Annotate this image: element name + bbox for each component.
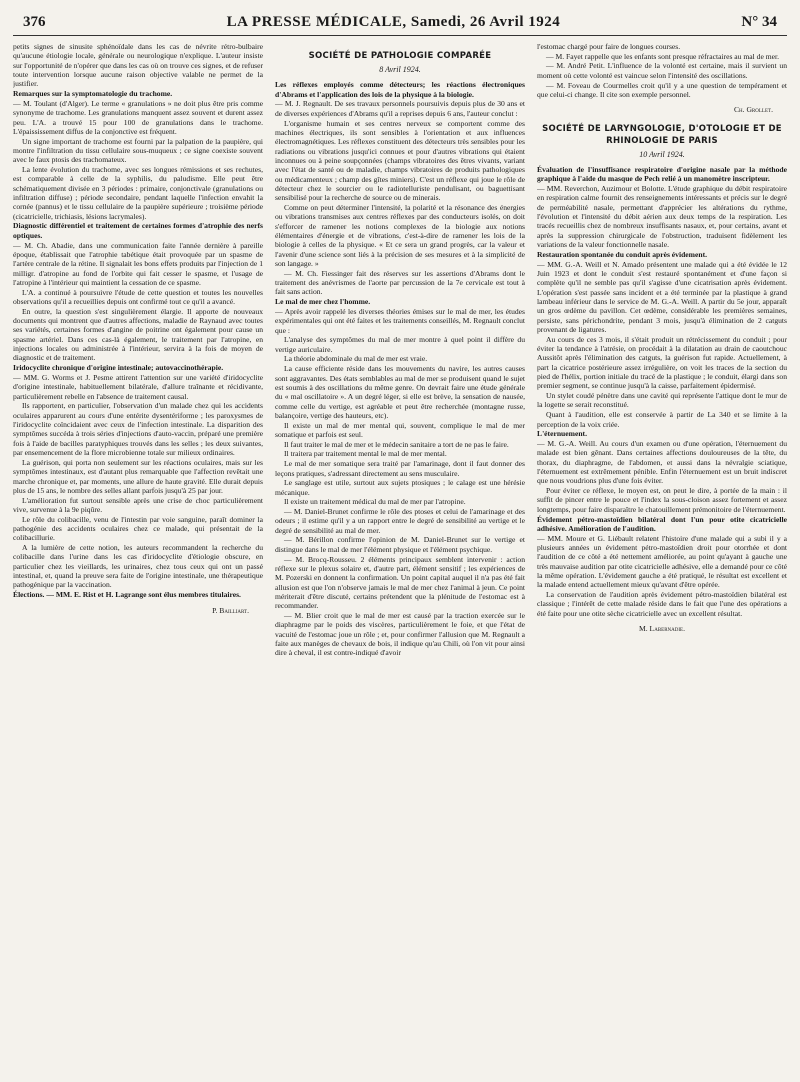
elections-note: Élections. — MM. E. Rist et H. Lagrange sont élus membres titulaires. <box>13 590 241 600</box>
paragraph: La théorie abdominale du mal de mer est vraie. <box>284 354 428 364</box>
paragraph: La cause efficiente réside dans les mouvements du navire, les autres causes sont aggravantes. Des états semblables au mal de mer se produisent quand le sujet est soumis à des oscillations du même genre. On devrait faire une étude générale du « mal oscillatoire ». A un degré léger, si elle est brève, la sensation de nausée, comme celle du vertige, est agréable et peut être recherchée (montagne russe, balançoire, vertige des hauteurs, etc). <box>275 364 525 420</box>
section-date: 8 Avril 1924. <box>379 65 421 74</box>
paragraph: La lente évolution du trachome, avec ses longues rémissions et ses rechutes, est comparable à celle de la syphilis, du paludisme. Elle peut être schématiquement divisée en 3 périodes : primaire, conjonctivale (granulations ou infiltration diffuse) ; période secondaire, pendant laquelle l'infection envahit la cornée (pannus) et le tissu cellulaire de la paupière supérieure ; troisième période (cicatricielle, trichiasis, lésions lacrymales). <box>13 165 263 221</box>
paragraph: — M. Brocq-Rousseu. 2 éléments principaux semblent intervenir : action réflexe sur le plexus solaire et, d'autre part, élément sensitif ; les expériences de M. Pozerski en donnent la confirmation. Un point capital auquel il n'a pas été fait allusion est que l'on n'observe jamais le mal de mer chez l'animal à jeun. Ce point mériterait d'être discuté, certains prétendent que la plénitude de l'estomac est à recommander. <box>275 554 525 611</box>
paragraph: L'organisme humain et ses centres nerveux se comportent comme des machines électriques, ils sont sensibles à l'orientation et aux influences électromagnétiques. Les réflexes constituent des détecteurs très sensibles pour les radiations ou vibrations jusqu'ici connues et pour d'autres vibrations qui étaient inconnues ou à peine soupçonnées (champs vibratoires des êtres vivants, variant avec l'état de santé ou de maladie, champs vibratoires de produits pathologiques ou médicamenteux ; champ des gîtes miniers). C'est un réflexe qui joue le rôle de détecteur chez le sourcier ou le radiotelluriste pendulisant, ou baguettisant sensibilisé pour la recherche de source ou de minerais. <box>275 118 525 203</box>
article-title: Iridocyclite chronique d'origine intestinale; autovaccinothérapie. <box>13 363 224 373</box>
paragraph: Il existe un traitement médical du mal de mer par l'atropine. <box>284 497 466 507</box>
paragraph: — M. J. Regnault. De ses travaux personnels poursuivis depuis plus de 30 ans et de diverses expériences d'Abrams qu'il a reprises depuis 6 ans, l'auteur conclut : <box>275 99 525 118</box>
paragraph: L'analyse des symptômes du mal de mer montre à quel point il diffère du vertige auriculaire. <box>275 335 525 354</box>
paragraph: — M. Toulant (d'Alger). Le terme « granulations » ne doit plus être pris comme synonyme de trachome. Les granulations manquent assez souvent et durent assez peu. L'A. a trouvé 15 pour 100 de granulations dans le trachome. L'épaississement diffus de la conjonctive est fréquent. <box>13 98 263 136</box>
paragraph: Un stylet coudé pénètre dans une cavité qui représente l'attique dont le mur de la logette se serait reconstitué. <box>537 391 787 410</box>
paragraph: Un signe important de trachome est fourni par la palpation de la paupière, qui montre l'infiltration du tissu cellulaire sous-muqueux ; ce signe coexiste souvent avec le faux ptosis des trachomateux. <box>13 136 263 165</box>
paragraph: — MM. G. Worms et J. Pesme attirent l'attention sur une variété d'iridocyclite d'origine intestinale, habituellement bilatérale, d'allure traînante et récidivante, particulièrement rebelle en l'absence de traitement causal. <box>13 372 263 401</box>
paragraph: La conservation de l'audition après évidement pétro-mastoïdien bilatéral est classique ; l'intérêt de cette malade réside dans le fait que l'une des opérations a été faite pour une otite sèche cicatricielle avec un excellent résultat. <box>537 590 787 618</box>
paragraph: Ils rapportent, en particulier, l'observation d'un malade chez qui les accidents oculaires apparurent au cours d'une entérite dysentériforme ; les paroxysmes de l'iridocyclite coïncidaient avec ceux de l'infection intestinale. La disparition des symptômes succéda à trois séries d'injections d'auto-vaccin, préparé une première fois à l'aide de bacilles paratyphiques trouvés dans les selles ; les deux suivantes, par ensemencement de la flore microbienne totale sur milieux ordinaires. <box>13 401 263 458</box>
paragraph: — M. Fayet rappelle que les enfants sont presque réfractaires au mal de mer. <box>546 51 779 61</box>
article-title: Évaluation de l'insuffisance respiratoire d'origine nasale par la méthode graphique à l'aide du masque de Pech relié à un manomètre inscripteur. <box>537 164 787 184</box>
paragraph: Le mal de mer somatique sera traité par l'amarinage, dont il faut donner des leçons pratiques, s'adressant directement au sens musculaire. <box>275 459 525 478</box>
paragraph: — M. G.-A. Weill. Au cours d'un examen ou d'une opération, l'éternuement du malade est bien gênant. Dans certaines affections douloureuses de la tête, du thorax, du diaphragme, de l'abdomen, et aussi dans la névralgie sciatique, l'éternuement est extrêmement pénible. Enfin l'éternuement est un bruit indiscret que nous voudrions plus d'une fois éviter. <box>537 439 787 486</box>
paragraph: Il traitera par traitement mental le mal de mer mental. <box>284 449 447 459</box>
section-date: 10 Avril 1924. <box>639 149 685 159</box>
paragraph: — M. Bérillon confirme l'opinion de M. Daniel-Brunet sur le vertige et distingue dans le mal de mer l'élément physique et l'élément psychique. <box>275 535 525 554</box>
paragraph: petits signes de sinusite sphénoïdale dans les cas de névrite rétro-bulbaire qu'aucune étiologie locale, générale ou neurologique n'explique. L'auteur insiste sur l'opportunité de n'opérer que dans les cas où on trouve ces signes, et de refuser toute intervention lorsque aucune raison objective valable ne permet de la justifier. <box>13 42 263 89</box>
paragraph: A la lumière de cette notion, les auteurs recommandent la recherche du colibacille dans l'urine dans les cas d'iridocyclite d'étiologie obscure, en particulier chez les vieillards, les urinaires, chez tous ceux qui ont un passé intestinal, et, quand la preuve sera faite de l'origine intestinale, une thérapeutique pathogénique par la vaccination. <box>13 543 263 590</box>
page-header <box>13 14 787 36</box>
paragraph: — M. Blier croit que le mal de mer est causé par la traction exercée sur le diaphragme par le poids des viscères, particulièrement le foie, et que l'état de vacuité de l'estomac joue un rôle ; et, pour confirmer l'allusion que M. Regnault a faite aux manèges de chevaux de bois, il indique qu'au Chili, où l'on vit pour ainsi dire à cheval, il est contre-indiqué d'avoir <box>275 611 525 658</box>
paragraph: Quant à l'audition, elle est conservée à partir de La 340 et se limite à la perception de la voix criée. <box>537 410 787 429</box>
paragraph: Pour éviter ce réflexe, le moyen est, on peut le dire, à portée de la main : il suffit de pincer entre le pouce et l'index la sous-cloison assez fortement et assez longtemps, pour faire disparaître le chatouillement prémonitoire de l'éternuement. <box>537 486 787 514</box>
page-number: 376 <box>23 14 46 30</box>
paragraph: Le rôle du colibacille, venu de l'intestin par voie sanguine, paraît dominer la pathogénie des accidents oculaires chez ce malade, qui présentait de la colibacillurie. <box>13 514 263 543</box>
article-title: Remarques sur la symptomatologie du trachome. <box>13 89 173 99</box>
paragraph: — MM. Reverchon, Auzimour et Bolotte. L'étude graphique du débit respiratoire en respiration calme fournit des renseignements intéressants et précis sur le degré de perméabilité nasale, permettant d'apprécier les altérations du rythme, l'évolution et l'intensité du débit aérien aux deux temps de la respiration. Les tracés recueillis chez de nombreux insuffisants nasaux, et, pour certains, avant et après la suppression chirurgicale de l'obstruction, traduisent fidèlement les variations de la valeur fonctionnelle nasale. <box>537 184 787 250</box>
author-signature: P. Bailliart. <box>212 605 249 615</box>
paragraph: l'estomac chargé pour faire de longues courses. <box>537 42 681 51</box>
paragraph: — M. Daniel-Brunet confirme le rôle des ptoses et celui de l'amarinage et des odeurs ; il estime qu'il y a un rapport entre le degré de sensibilité au vertige et le degré de sensibilité au mal de mer. <box>275 507 525 535</box>
paragraph: — MM. Moure et G. Liébault relatent l'histoire d'une malade qui a subi il y a plusieurs années un évidement pétro-mastoïdien droit pour otorrhée et dont l'audition de ce côté a été nettement améliorée, au point qu'ayant à gauche une très mauvaise audition par otite cicatricielle adhésive, elle a demandé pour ce côté la même opération. L'évidement gauche a été pratiqué, le résultat est excellent et la malade entend actuellement mieux qu'avant d'être opérée. <box>537 533 787 590</box>
article-title: Restauration spontanée du conduit après évidement. <box>537 249 708 259</box>
column-3 <box>537 42 787 1077</box>
section-heading: SOCIÉTÉ DE PATHOLOGIE COMPARÉE <box>308 51 492 61</box>
paragraph: — M. Ch. Fiessinger fait des réserves sur les assertions d'Abrams dont le traitement des anévrismes de l'aorte par percussion de la 7e cervicale est tout à fait sans action. <box>275 268 525 297</box>
paragraph: L'amélioration fut surtout sensible après une crise de choc particulièrement vive, survenue à la 9e piqûre. <box>13 495 263 514</box>
author-signature: M. Labernadie. <box>639 624 685 634</box>
paragraph: L'A. a continué à poursuivre l'étude de cette question et toutes les nouvelles observations qu'il a recueillies depuis ont confirmé tout ce qu'il a avancé. <box>13 287 263 307</box>
article-title: L'éternuement. <box>537 429 587 439</box>
journal-title: LA PRESSE MÉDICALE, Samedi, 26 Avril 1924 <box>226 14 561 30</box>
paragraph: — M. Foveau de Courmelles croit qu'il y a une question de tempérament et que celui-ci change. Il cite son exemple personnel. <box>537 80 787 99</box>
paragraph: — M. Ch. Abadie, dans une communication faite l'année dernière à pareille époque, établissait que l'atrophie tabétique était provoquée par un spasme de l'artère centrale de la rétine. Il signalait les bons effets produits par l'injection de 1 milligr. d'atropine au fond de l'orbite qui fait cesser le spasme, et l'usage de l'atropine à l'intérieur qui maintient la cessation de ce spasme. <box>13 240 263 287</box>
section-heading: SOCIÉTÉ DE LARYNGOLOGIE, D'OTOLOGIE ET DE RHINOLOGIE DE PARIS <box>542 123 782 146</box>
paragraph: La guérison, qui porta non seulement sur les réactions oculaires, mais sur les symptômes intestinaux, est d'autant plus remarquable que l'affection revêtait une marche chronique et, par moments, une allure de haute gravité. Elle durait depuis plus de 15 ans, le nombre des selles allant parfois jusqu'à 25 par jour. <box>13 457 263 495</box>
column-1 <box>13 42 263 1077</box>
author-signature: Ch. Grollet. <box>733 105 773 115</box>
paragraph: — MM. G.-A. Weill et N. Amado présentent une malade qui a été évidée le 12 Juin 1923 et dont le conduit s'est restauré spontanément et d'une façon si complète qu'il ne semble pas qu'il s'agisse d'une cicatrisation après évidement. L'opération s'est passée sans incident et a été terminée par la plastique à grand lambeau inférieur dans le service de M. G.-A. Weill. A partir du 5e jour, apparaît un gros œdème du pavillon. Cet œdème, considérable les premières semaines, persiste, sans périchondrite, pendant 3 mois, jusqu'à élimination de 2 catguts provenant de ligatures. <box>537 259 787 334</box>
paragraph: Il existe un mal de mer mental qui, souvent, complique le mal de mer somatique et parfois est seul. <box>275 420 525 439</box>
issue-number: N° 34 <box>741 14 777 30</box>
article-title: Le mal de mer chez l'homme. <box>275 297 371 307</box>
column-2 <box>275 42 525 1077</box>
paragraph: Comme on peut déterminer l'intensité, la polarité et la résonance des énergies ou vibrations transmises aux centres réflexes par des conducteurs isolés, on doit s'efforcer de ramener les notions complexes de la biologie aux notions élémentaires d'énergie et de vibrations, c'est-à-dire de ramener les lois de la biologie à celles de la physique. « Et ce sera un grand progrès, car la valeur et l'avenir d'une science sont liés à la précision de ses mesures et à la simplicité de son langage. » <box>275 202 525 269</box>
paragraph: Il faut traiter le mal de mer et le médecin sanitaire a tort de ne pas le faire. <box>284 439 509 449</box>
article-title: Les réflexes employés comme détecteurs; les réactions électroniques d'Abrams et l'application des lois de la physique à la biologie. <box>275 80 525 99</box>
paragraph: En outre, la question s'est singulièrement élargie. Il apporte de nouveaux documents qui montrent que d'autres affections, maladie de Raynaud avec toutes ses variétés, certaines formes d'angine de poitrine ont également pour cause un spasme artériel. Dans ces cas-là également, le traitement par l'atropine, en injections locales ou administrée à l'intérieur, servira à la fois de moyen de diagnostic et de traitement. <box>13 306 263 363</box>
paragraph: — M. André Petit. L'influence de la volonté est certaine, mais il survient un moment où cette volonté est vaincue selon l'intensité des oscillations. <box>537 61 787 80</box>
paragraph: Au cours de ces 3 mois, il s'était produit un rétrécissement du conduit ; pour éviter la tendance à l'atrésie, on procédait à la dilatation au drain de caoutchouc Aussitôt après l'élimination des catguts, la guérison fut rapide. Actuellement, à part la cicatrice postérieure assez irrégulière, on voit les traces de la section du pied de l'hélix, portion initiale du tracé de la plastique ; le conduit, élargi dans son premier segment, se continue jusqu'à la caisse, parfaitement épidermisé. <box>537 334 787 391</box>
paragraph: Le sanglage est utile, surtout aux sujets ptosiques ; le calage est une hérésie mécanique. <box>275 478 525 497</box>
article-title: Évidement pétro-mastoïdien bilatéral dont l'un pour otite cicatricielle adhésive. Amélioration de l'audition. <box>537 514 787 533</box>
article-title: Diagnostic différentiel et traitement de certaines formes d'atrophie des nerfs optiques. <box>13 221 263 240</box>
paragraph: — Après avoir rappelé les diverses théories émises sur le mal de mer, les études expérimentales qui ont été faites et les traitements conseillés, M. Regnault conclut que : <box>275 306 525 335</box>
